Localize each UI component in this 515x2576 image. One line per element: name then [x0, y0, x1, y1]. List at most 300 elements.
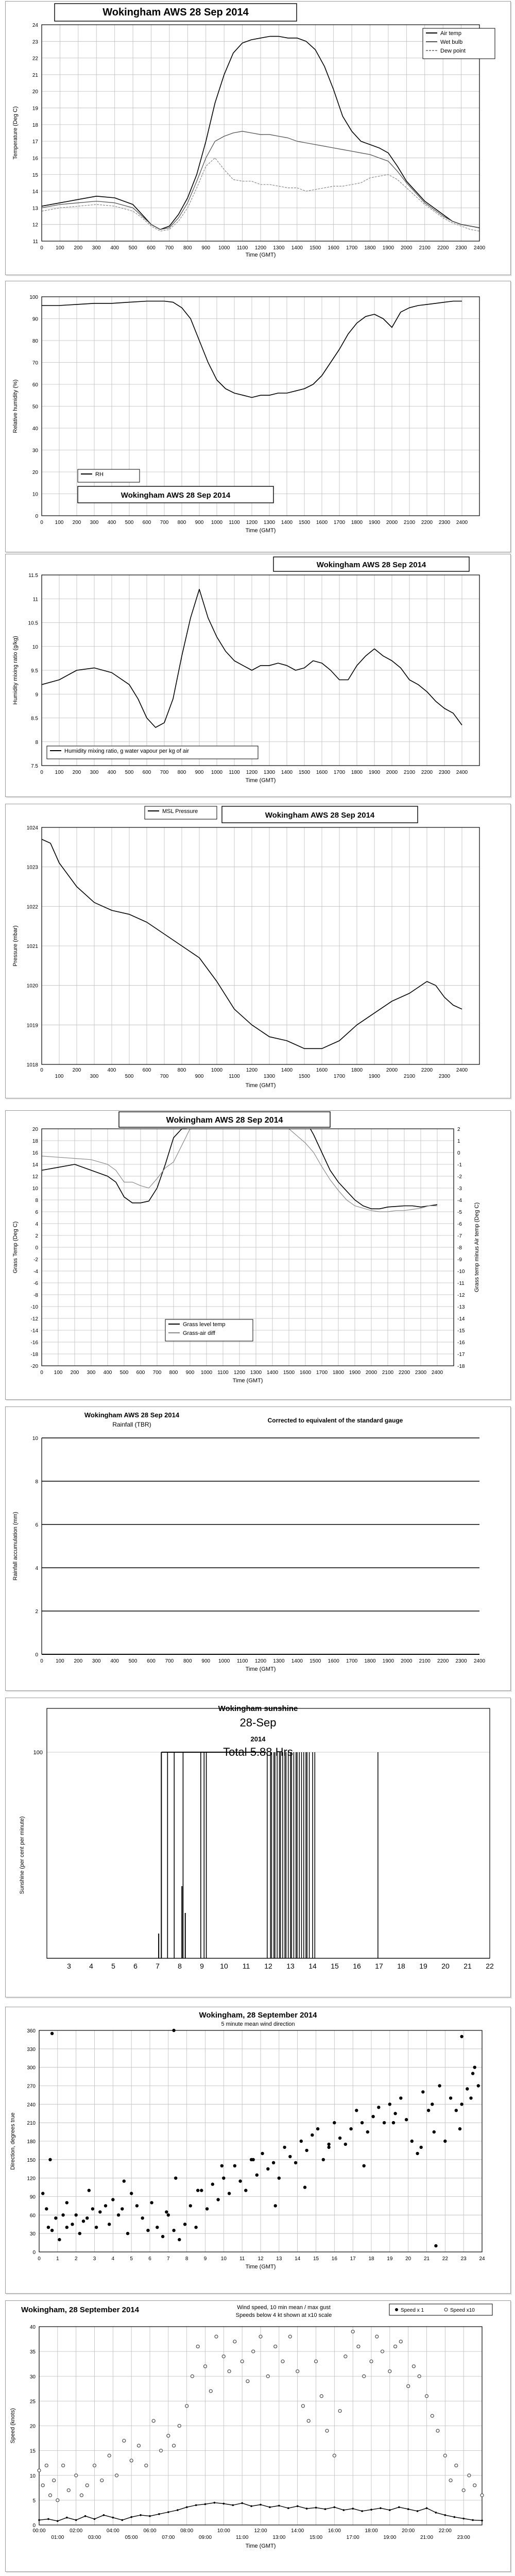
x-tick-label: 2200: [437, 1658, 449, 1664]
x-tick-label: 900: [201, 1658, 211, 1664]
x-tick-label: 2400: [456, 520, 468, 526]
wind-direction-point: [194, 2226, 197, 2229]
x-axis-label: Time (GMT): [245, 528, 276, 534]
speed-x10-point: [228, 2370, 231, 2373]
wind-direction-point: [65, 2226, 68, 2229]
wind-direction-point: [165, 2210, 168, 2213]
wind-direction-point: [126, 2232, 129, 2235]
wind-direction-point: [104, 2204, 107, 2207]
speed-x1-point: [177, 2509, 179, 2511]
speed-x10-point: [204, 2365, 207, 2368]
y-tick-label: -4: [33, 1269, 38, 1275]
y2-tick-label: 0: [457, 1150, 460, 1156]
speed-x10-point: [425, 2395, 428, 2398]
x-tick-label: 02:00: [70, 2528, 83, 2534]
y-tick-label: 330: [27, 2046, 36, 2053]
grass-temperature-chart-panel: [5, 1110, 511, 1400]
x-tick-label: 1200: [246, 770, 258, 775]
wind-direction-point: [65, 2201, 68, 2204]
y-tick-label: 360: [27, 2028, 36, 2034]
y-tick-label: 8: [35, 1479, 38, 1485]
x-tick-label: 14: [295, 2256, 301, 2262]
x-tick-label: 21: [464, 1962, 472, 1970]
speed-x1-point: [287, 2507, 289, 2510]
wind-direction-point: [141, 2216, 144, 2219]
x-tick-label: 500: [125, 770, 134, 775]
x-tick-label: 900: [185, 1370, 195, 1376]
wind-direction-point: [322, 2158, 325, 2161]
speed-x1-point: [241, 2502, 243, 2504]
y-tick-label: 0: [32, 2250, 36, 2256]
x-axis-label: Time (GMT): [245, 777, 276, 784]
wind-direction-point: [327, 2146, 330, 2149]
speed-x10-point: [480, 2494, 484, 2497]
x-tick-label: 2400: [431, 1370, 443, 1376]
x-tick-label: 1500: [310, 245, 321, 251]
chart-title: Wokingham AWS 28 Sep 2014: [121, 491, 231, 500]
x-tick-label: 07:00: [162, 2535, 175, 2540]
y-tick-label: 19: [32, 106, 38, 112]
x-tick-label: 1200: [246, 1067, 258, 1073]
x-tick-label: 12: [258, 2256, 264, 2262]
x-tick-label: 0: [40, 1658, 43, 1664]
x-tick-label: 23:00: [457, 2535, 470, 2540]
speed-x10-point: [123, 2439, 126, 2442]
x-tick-label: 2300: [455, 1658, 467, 1664]
y2-tick-label: -8: [457, 1245, 462, 1251]
wind-direction-point: [283, 2146, 286, 2149]
y-tick-label: -14: [30, 1328, 38, 1334]
x-axis-label: Time (GMT): [232, 1378, 263, 1384]
x-tick-label: 1000: [218, 1658, 230, 1664]
speed-x10-point: [152, 2419, 155, 2422]
x-tick-label: 1500: [298, 770, 311, 775]
speed-x10-point: [462, 2489, 465, 2492]
speed-x10-point: [357, 2345, 360, 2348]
speed-x1-point: [343, 2509, 345, 2511]
rainfall-chart: [6, 1407, 510, 1690]
x-tick-label: 12: [264, 1962, 272, 1970]
y-tick-label: 8: [35, 739, 38, 745]
x-tick-label: 08:00: [180, 2528, 194, 2534]
x-tick-label: 1700: [316, 1370, 328, 1376]
x-tick-label: 3: [67, 1962, 71, 1970]
sunshine-total: Total 5.88 Hrs: [223, 1745, 293, 1758]
wind-direction-point: [420, 2146, 423, 2149]
wind-direction-point: [48, 2158, 52, 2161]
wind-direction-point: [228, 2192, 231, 2195]
speed-x1-point: [140, 2514, 142, 2516]
y2-tick-label: -17: [457, 1352, 465, 1358]
legend-label: Grass-air diff: [183, 1330, 215, 1336]
x-tick-label: 200: [72, 1067, 81, 1073]
x-tick-label: 1400: [281, 1067, 293, 1073]
speed-x1-point: [297, 2505, 299, 2507]
humidity-chart-panel: [5, 281, 511, 552]
x-tick-label: 300: [90, 1074, 99, 1079]
speed-x1-point: [352, 2507, 354, 2510]
x-tick-label: 22: [442, 2256, 448, 2262]
y-tick-label: 6: [35, 1210, 38, 1215]
legend-label: Dew point: [440, 48, 466, 54]
chart-title: Wokingham AWS 28 Sep 2014: [316, 561, 426, 569]
x-tick-label: 22: [486, 1962, 494, 1970]
speed-x10-point: [246, 2380, 249, 2383]
wind-direction-point: [274, 2204, 277, 2207]
x-tick-label: 1600: [328, 245, 339, 251]
x-tick-label: 00:00: [32, 2528, 46, 2534]
x-tick-label: 700: [165, 245, 174, 251]
speed-x10-point: [49, 2494, 52, 2497]
sunshine-chart: [6, 1698, 510, 1997]
speed-x1-point: [167, 2511, 169, 2513]
wind-direction-point: [388, 2103, 391, 2106]
y-tick-label: 0: [35, 1652, 38, 1658]
y-tick-label: 0: [35, 1245, 38, 1251]
x-tick-label: 2200: [398, 1370, 410, 1376]
y-tick-label: 22: [32, 56, 38, 62]
x-tick-label: 2100: [403, 520, 416, 526]
chart-title: Wokingham AWS 28 Sep 2014: [84, 1411, 180, 1419]
x-axis-label: Time (GMT): [245, 2543, 276, 2549]
speed-x1-point: [444, 2514, 447, 2516]
wind-direction-point: [156, 2226, 159, 2229]
x-tick-label: 1000: [211, 770, 223, 775]
x-tick-label: 1600: [316, 1067, 328, 1073]
x-tick-label: 300: [87, 1370, 96, 1376]
x-tick-label: 01:00: [51, 2535, 64, 2540]
x-tick-label: 1100: [236, 1658, 248, 1664]
x-tick-label: 1600: [299, 1370, 312, 1376]
y-tick-label: 20: [32, 470, 38, 476]
y-tick-label: 1023: [26, 865, 38, 871]
x-tick-label: 03:00: [88, 2535, 101, 2540]
y-tick-label: 14: [32, 189, 38, 195]
x-tick-label: 2100: [403, 770, 416, 775]
x-tick-label: 1200: [246, 520, 258, 526]
wind-direction-point: [344, 2143, 347, 2146]
y-tick-label: 210: [27, 2121, 36, 2127]
x-tick-label: 1700: [333, 1074, 346, 1079]
speed-x1-point: [426, 2507, 428, 2510]
wind-direction-point: [383, 2121, 386, 2124]
relative-humidity-chart: [6, 281, 510, 552]
wind-direction-point: [150, 2201, 153, 2204]
x-tick-label: 17:00: [346, 2535, 359, 2540]
x-tick-label: 0: [40, 1370, 43, 1376]
x-tick-label: 100: [54, 1370, 63, 1376]
x-tick-label: 4: [111, 2256, 115, 2262]
wind-direction-point: [477, 2084, 480, 2087]
x-tick-label: 600: [147, 1658, 156, 1664]
speed-x1-point: [84, 2515, 87, 2517]
x-tick-label: 2200: [421, 770, 433, 775]
y-axis-label: Sunshine (per cent per minute): [19, 1816, 25, 1894]
legend-label: Speed x10: [450, 2308, 475, 2313]
x-tick-label: 600: [142, 770, 151, 775]
legend-label: Humidity mixing ratio, g water vapour per kg of air: [64, 748, 190, 754]
x-tick-label: 1600: [316, 520, 328, 526]
x-tick-label: 18: [368, 2256, 374, 2262]
x-tick-label: 1800: [364, 245, 376, 251]
speed-x10-point: [325, 2429, 329, 2432]
speed-x1-point: [122, 2519, 124, 2521]
speed-x1-point: [407, 2508, 409, 2510]
speed-x10-point: [130, 2459, 133, 2462]
y-tick-label: -16: [30, 1340, 38, 1346]
rainfall-chart-panel: [5, 1406, 511, 1691]
y-tick-label: 100: [33, 1750, 43, 1756]
speed-x10-point: [449, 2479, 452, 2482]
y-tick-label: 60: [29, 2213, 36, 2219]
speed-x10-point: [333, 2454, 336, 2457]
speed-x1-point: [112, 2517, 114, 2519]
y-tick-label: 2: [35, 1233, 38, 1239]
wind-direction-point: [366, 2130, 369, 2133]
y-tick-label: 5: [32, 2498, 36, 2504]
chart-title: Wokingham AWS 28 Sep 2014: [102, 7, 249, 18]
x-axis-label: Time (GMT): [245, 1666, 276, 1672]
speed-x1-point: [47, 2518, 49, 2520]
x-tick-label: 16:00: [328, 2528, 341, 2534]
x-tick-label: 2000: [386, 1067, 398, 1073]
x-tick-label: 300: [92, 1658, 101, 1664]
speed-x10-point: [315, 2360, 318, 2363]
x-tick-label: 04:00: [106, 2528, 119, 2534]
x-tick-label: 100: [56, 1658, 64, 1664]
wind-direction-point: [189, 2204, 192, 2207]
y-tick-label: 300: [27, 2065, 36, 2071]
y-tick-label: 24: [32, 23, 38, 28]
speed-x1-point: [435, 2512, 437, 2514]
speed-x10-point: [108, 2454, 111, 2457]
y-tick-label: 7.5: [31, 764, 38, 769]
speed-x10-point: [138, 2444, 141, 2447]
y-tick-label: 60: [32, 382, 38, 388]
x-tick-label: 1900: [368, 520, 381, 526]
x-tick-label: 23: [460, 2256, 467, 2262]
chart-note: Speeds below 4 kt shown at x10 scale: [235, 2312, 332, 2318]
speed-x1-point: [250, 2505, 252, 2507]
x-axis-label: Time (GMT): [245, 1082, 276, 1089]
x-tick-label: 22:00: [438, 2528, 452, 2534]
speed-x10-point: [75, 2474, 78, 2477]
x-tick-label: 1400: [281, 520, 293, 526]
x-tick-label: 700: [160, 520, 169, 526]
x-tick-label: 400: [107, 770, 116, 775]
x-tick-label: 1900: [349, 1370, 361, 1376]
speed-x10-point: [259, 2335, 262, 2338]
speed-x10-point: [93, 2464, 96, 2467]
speed-x10-point: [344, 2355, 347, 2358]
speed-x10-point: [41, 2484, 44, 2487]
x-tick-label: 800: [169, 1370, 178, 1376]
wind-direction-point: [216, 2198, 219, 2201]
legend-swatch: [444, 2308, 448, 2311]
wind-direction-point: [327, 2143, 330, 2146]
x-tick-label: 1800: [351, 770, 363, 775]
x-tick-label: 3: [93, 2256, 96, 2262]
wind-direction-point: [469, 2096, 472, 2099]
speed-x10-point: [412, 2365, 415, 2368]
wind-direction-point: [61, 2213, 64, 2216]
y2-tick-label: -12: [457, 1293, 465, 1298]
x-tick-label: 900: [195, 1074, 204, 1079]
speed-x10-point: [375, 2335, 379, 2338]
wind-direction-point: [458, 2127, 461, 2130]
grass-temperature-chart: [6, 1111, 510, 1399]
speed-x10-point: [320, 2395, 323, 2398]
x-tick-label: 200: [72, 520, 81, 526]
wind-direction-point: [449, 2096, 452, 2099]
x-tick-label: 13: [286, 1962, 295, 1970]
x-tick-label: 1100: [236, 245, 248, 251]
wind-direction-point: [146, 2229, 149, 2232]
x-tick-label: 19: [419, 1962, 427, 1970]
wind-direction-point: [471, 2072, 474, 2075]
speed-x1-point: [389, 2509, 391, 2511]
x-tick-label: 1000: [218, 245, 230, 251]
y-tick-label: 11: [32, 597, 38, 603]
wind-direction-point: [278, 2177, 281, 2180]
speed-x1-point: [158, 2513, 160, 2515]
y-tick-label: 90: [32, 316, 38, 323]
wind-direction-chart: [6, 2007, 510, 2293]
legend-label: Air temp: [440, 30, 461, 37]
wind-direction-point: [50, 2229, 54, 2232]
chart-date: 28-Sep: [239, 1716, 277, 1729]
chart-title: Wokingham AWS 28 Sep 2014: [166, 1116, 283, 1125]
x-tick-label: 11: [239, 2256, 245, 2262]
speed-x10-point: [67, 2489, 70, 2492]
x-tick-label: 2300: [438, 520, 451, 526]
wind-direction-point: [167, 2213, 170, 2216]
x-tick-label: 1300: [273, 245, 285, 251]
speed-x10-point: [381, 2350, 384, 2353]
x-tick-label: 19:00: [383, 2535, 397, 2540]
y-tick-label: 80: [32, 338, 38, 344]
wind-direction-point: [95, 2226, 98, 2229]
wind-direction-point: [303, 2185, 306, 2189]
x-tick-label: 700: [160, 1074, 169, 1079]
wind-direction-point: [183, 2223, 186, 2226]
speed-x1-point: [417, 2510, 419, 2512]
y-tick-label: 25: [29, 2399, 36, 2405]
speed-x1-point: [186, 2506, 188, 2509]
y-tick-label: 1022: [26, 904, 38, 910]
wind-direction-point: [305, 2149, 308, 2152]
x-tick-label: 11: [242, 1962, 250, 1970]
wind-direction-point: [172, 2029, 175, 2032]
speed-x1-point: [269, 2506, 271, 2509]
speed-x1-point: [306, 2507, 308, 2510]
y-tick-label: 10: [32, 492, 38, 498]
x-tick-label: 2400: [456, 770, 468, 775]
x-tick-label: 700: [160, 770, 169, 775]
y-tick-label: 1024: [26, 825, 38, 831]
x-tick-label: 2000: [386, 770, 398, 775]
speed-x10-point: [209, 2389, 212, 2393]
x-tick-label: 2200: [437, 245, 449, 251]
wind-speed-chart: [6, 2301, 510, 2571]
x-tick-label: 13:00: [272, 2535, 286, 2540]
wind-direction-point: [434, 2244, 437, 2247]
wind-direction-point: [288, 2155, 291, 2158]
y-tick-label: 4: [35, 1566, 38, 1571]
y2-tick-label: -7: [457, 1233, 462, 1239]
y-tick-label: 10: [29, 2473, 36, 2479]
y-tick-label: 10: [32, 644, 38, 650]
chart-subtitle: Rainfall (TBR): [112, 1421, 151, 1428]
speed-x10-point: [274, 2345, 277, 2348]
x-tick-label: 1000: [211, 1067, 223, 1073]
wind-direction-point: [211, 2182, 214, 2185]
speed-x10-point: [370, 2360, 373, 2363]
speed-x1-point: [315, 2507, 317, 2509]
wind-direction-point: [135, 2204, 139, 2207]
x-tick-label: 2200: [421, 1067, 433, 1073]
wind-direction-point: [473, 2066, 476, 2069]
speed-x10-point: [100, 2479, 104, 2482]
x-tick-label: 11:00: [236, 2535, 249, 2540]
speed-x10-point: [388, 2370, 391, 2373]
x-tick-label: 8: [185, 2256, 188, 2262]
x-tick-label: 9: [200, 1962, 204, 1970]
speed-x1-point: [380, 2507, 382, 2510]
series-line-grass-level-temp: [42, 1129, 187, 1203]
y2-tick-label: -1: [457, 1162, 462, 1168]
y2-tick-label: -5: [457, 1210, 462, 1215]
x-tick-label: 16: [353, 1962, 361, 1970]
x-tick-label: 7: [156, 1962, 160, 1970]
wind-direction-point: [272, 2161, 275, 2164]
legend-label: Wet bulb: [440, 39, 463, 45]
x-tick-label: 1900: [382, 245, 394, 251]
wind-direction-point: [174, 2177, 177, 2180]
y-tick-label: -10: [30, 1304, 38, 1310]
wind-direction-point: [427, 2109, 430, 2112]
y-tick-label: 1019: [26, 1023, 38, 1029]
speed-x10-point: [468, 2474, 471, 2477]
speed-x1-point: [472, 2519, 474, 2521]
speed-x10-point: [455, 2464, 458, 2467]
x-tick-label: 600: [147, 245, 156, 251]
y-axis-label: Relative humidity (%): [12, 379, 19, 433]
x-tick-label: 1700: [333, 770, 346, 775]
speed-x10-point: [296, 2370, 299, 2373]
y-tick-label: 50: [32, 404, 38, 410]
y2-tick-label: -9: [457, 1257, 462, 1263]
speed-x1-point: [57, 2520, 59, 2522]
wind-direction-point: [294, 2161, 297, 2164]
x-tick-label: 12:00: [254, 2528, 267, 2534]
y-tick-label: -12: [30, 1316, 38, 1322]
temperature-chart: [6, 2, 510, 275]
y-tick-label: 4: [35, 1222, 38, 1227]
speed-x10-point: [85, 2484, 89, 2487]
wind-direction-point: [410, 2140, 414, 2143]
speed-x10-point: [222, 2355, 225, 2358]
y-tick-label: 6: [35, 1522, 38, 1528]
x-tick-label: 1800: [364, 1658, 376, 1664]
wind-direction-point: [108, 2223, 111, 2226]
y-tick-label: 1020: [26, 983, 38, 989]
y-tick-label: 16: [32, 1150, 38, 1156]
x-tick-label: 100: [55, 520, 64, 526]
y-tick-label: 150: [27, 2157, 36, 2163]
wind-direction-point: [455, 2109, 458, 2112]
y2-tick-label: -18: [457, 1364, 465, 1369]
